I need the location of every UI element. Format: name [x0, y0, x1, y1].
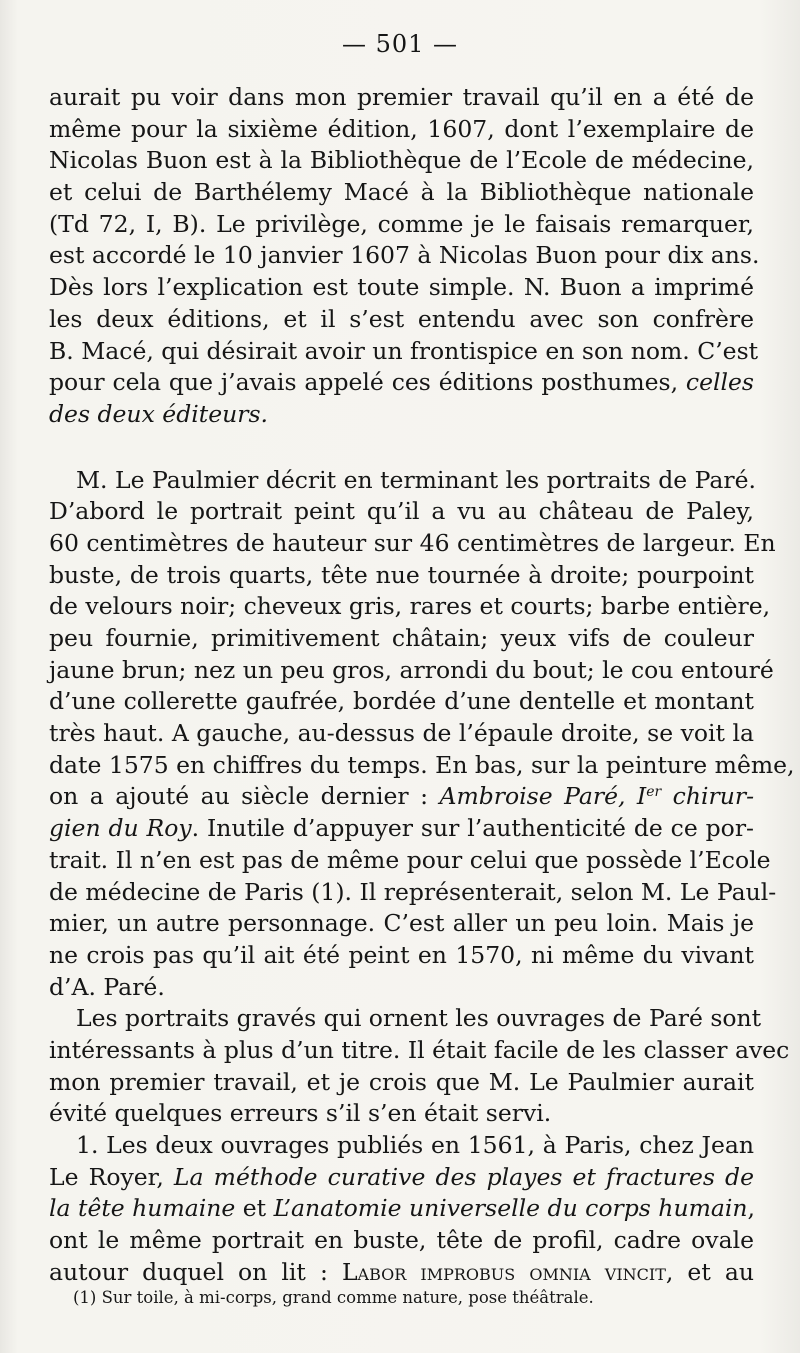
italic-text: celles	[685, 368, 754, 397]
text-line	[49, 1257, 754, 1289]
italic-text: Ambroise Paré, I	[439, 782, 647, 811]
text-line: Les portraits gravés qui ornent les ouvrages de Paré sont	[76, 1004, 762, 1033]
text-line: est accordé le 10 janvier 1607 à Nicolas Buon pour dix ans.	[49, 241, 760, 270]
text-line	[49, 1193, 754, 1225]
text-run: pour cela que j’avais appelé ces éditions posthumes,	[49, 368, 686, 397]
text-line: de velours noir; cheveux gris, rares et courts; barbe entière,	[49, 592, 771, 621]
text-line: jaune brun; nez un peu gros, arrondi du bout; le cou entouré	[49, 655, 774, 684]
text-line	[49, 813, 754, 845]
text-line: B. Macé, qui désirait avoir un frontispice en son nom. C’est	[49, 336, 759, 365]
text-line: 60 centimètres de hauteur sur 46 centimètres de largeur. En	[49, 528, 776, 557]
italic-text: chirur-	[661, 782, 755, 811]
text-line: ne crois pas qu’il ait été peint en 1570, ni même du vivant	[49, 940, 754, 969]
text-line: D’abord le portrait peint qu’il a vu au château de Paley,	[49, 497, 754, 526]
text-line: très haut. A gauche, au-dessus de l’épaule droite, se voit la	[49, 719, 754, 748]
italic-text: L’anatomie universelle du corps humain	[273, 1194, 748, 1223]
text-run: autour duquel on lit :	[49, 1257, 342, 1286]
text-run: et	[235, 1194, 274, 1223]
text-line: intéressants à plus d’un titre. Il était facile de les classer avec	[49, 1035, 790, 1064]
text-run: Le Royer,	[49, 1162, 174, 1191]
text-line: d’une collerette gaufrée, bordée d’une dentelle et montant	[49, 687, 754, 716]
text-line: M. Le Paulmier décrit en terminant les portraits de Paré.	[76, 465, 757, 494]
text-line: d’A. Paré.	[49, 972, 165, 1001]
text-line: Nicolas Buon est à la Bibliothèque de l’Ecole de médecine,	[49, 146, 754, 175]
text-line: et celui de Barthélemy Macé à la Bibliothèque nationale	[49, 178, 754, 207]
paragraph-gap	[49, 431, 754, 465]
small-caps-motto: Labor improbus omnia vincit	[341, 1257, 666, 1286]
text-run: , et au	[665, 1257, 755, 1286]
italic-text: La méthode curative des playes et fractures de	[173, 1162, 754, 1191]
text-line	[49, 781, 754, 813]
italic-text: la tête humaine	[49, 1194, 236, 1223]
text-line: 1. Les deux ouvrages publiés en 1561, à Paris, chez Jean	[76, 1131, 754, 1159]
superscript: er	[646, 784, 662, 801]
text-line: (Td 72, I, B). Le privilège, comme je le faisais remarquer,	[49, 209, 754, 238]
text-line: de médecine de Paris (1). Il représenterait, selon M. Le Paul-	[49, 877, 777, 906]
text-line: buste, de trois quarts, tête nue tournée à droite; pourpoint	[49, 560, 754, 589]
text-line: aurait pu voir dans mon premier travail qu’il en a été de	[49, 83, 754, 111]
text-line: date 1575 en chiffres du temps. En bas, sur la peinture même,	[49, 750, 795, 779]
text-line: mier, un autre personnage. C’est aller un peu loin. Mais je	[49, 909, 754, 938]
text-line: mon premier travail, et je crois que M. Le Paulmier aurait	[49, 1067, 754, 1096]
text-line: ont le même portrait en buste, tête de profil, cadre ovale	[49, 1226, 754, 1255]
text-line: même pour la sixième édition, 1607, dont l’exemplaire de	[49, 114, 754, 143]
text-run: ,	[747, 1194, 756, 1223]
page-number: — 501 —	[341, 30, 459, 58]
text-line: Dès lors l’explication est toute simple. N. Buon a imprimé	[49, 273, 754, 302]
text-line: peu fournie, primitivement châtain; yeux vifs de couleur	[49, 624, 754, 652]
text-line	[49, 1162, 754, 1194]
text-line: les deux éditions, et il s’est entendu avec son confrère	[49, 304, 754, 333]
text-line: des deux éditeurs.	[49, 399, 269, 428]
italic-text: gien du Roy	[49, 814, 192, 843]
footnote: (1) Sur toile, à mi-corps, grand comme nature, pose théâtrale.	[73, 1288, 594, 1307]
body-text	[49, 82, 795, 1288]
text-run: . Inutile d’appuyer sur l’authenticité de ce por-	[191, 814, 754, 843]
text-run: on a ajouté au siècle dernier :	[49, 782, 440, 811]
text-line: évité quelques erreurs s’il s’en était servi.	[49, 1099, 552, 1128]
text-line	[49, 367, 754, 399]
text-line: trait. Il n’en est pas de même pour celui que possède l’Ecole	[49, 845, 771, 874]
